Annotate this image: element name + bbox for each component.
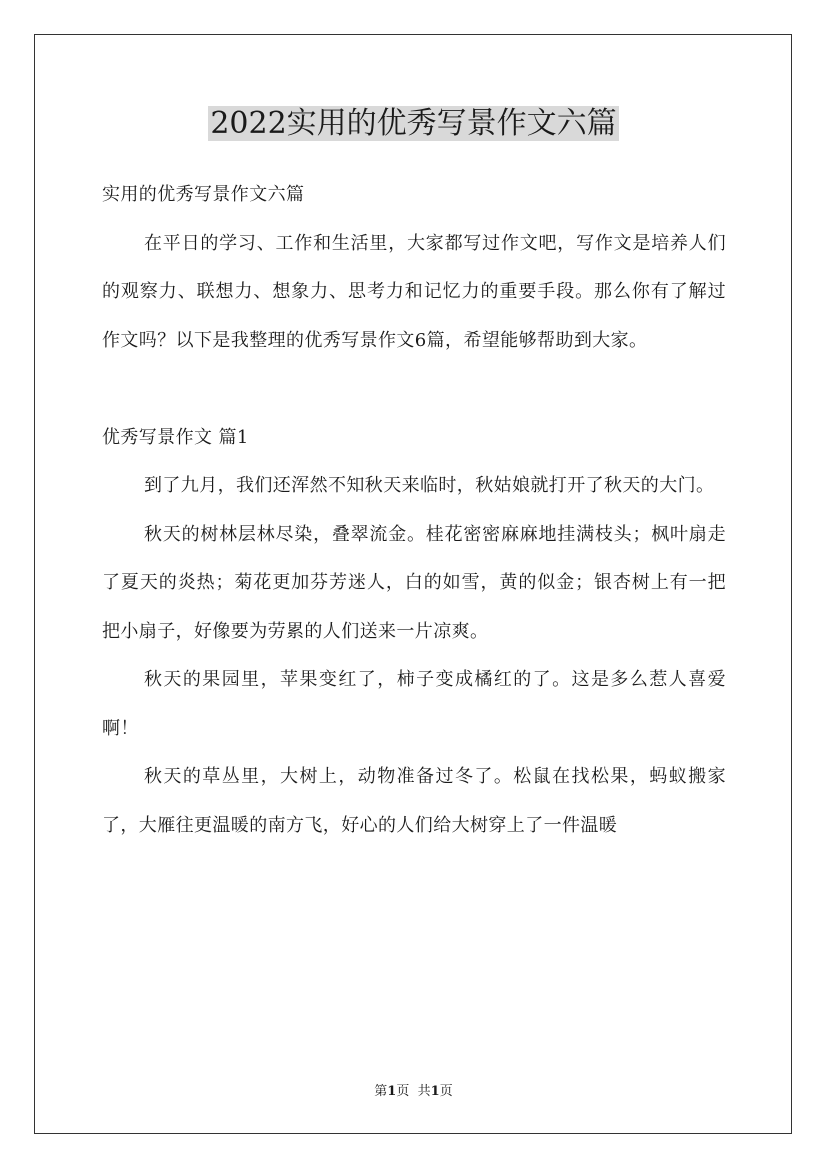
paragraph-spacer [102,365,726,414]
page-suffix: 页 [396,1084,410,1099]
body-paragraph-4: 秋天的草丛里，大树上，动物准备过冬了。松鼠在找松果，蚂蚁搬家了，大雁往更温暖的南方飞，好心的人们给大树穿上了一件温暖 [102,766,726,836]
body-paragraph-3: 秋天的果园里，苹果变红了，柿子变成橘红的了。这是多么惹人喜爱啊！ [102,669,726,739]
total-prefix: 共 [417,1084,431,1099]
body-paragraph-1: 到了九月，我们还浑然不知秋天来临时，秋姑娘就打开了秋天的大门。 [144,475,715,496]
document-body [102,171,726,850]
section-heading: 优秀写景作文 篇1 [102,426,249,448]
body-paragraph-2: 秋天的树林层林尽染，叠翠流金。桂花密密麻麻地挂满枝头；枫叶扇走了夏天的炎热；菊花更加芬芳迷人，白的如雪，黄的似金；银杏树上有一把把小扇子，好像要为劳累的人们送来一片凉爽。 [102,523,726,642]
page-prefix: 第 [374,1084,388,1099]
document-title-text: 2022实用的优秀写景作文六篇 [210,106,617,141]
total-suffix: 页 [439,1084,453,1099]
page-number: 1 [387,1084,397,1099]
intro-paragraph: 在平日的学习、工作和生活里，大家都写过作文吧，写作文是培养人们的观察力、联想力、想象力、思考力和记忆力的重要手段。那么你有了解过作文吗？以下是我整理的优秀写景作文6篇，希望能够帮助到大家。 [102,232,726,351]
document-title [0,104,827,144]
total-pages: 1 [430,1084,440,1099]
document-subtitle: 实用的优秀写景作文六篇 [102,184,305,205]
page-footer [0,1083,827,1101]
